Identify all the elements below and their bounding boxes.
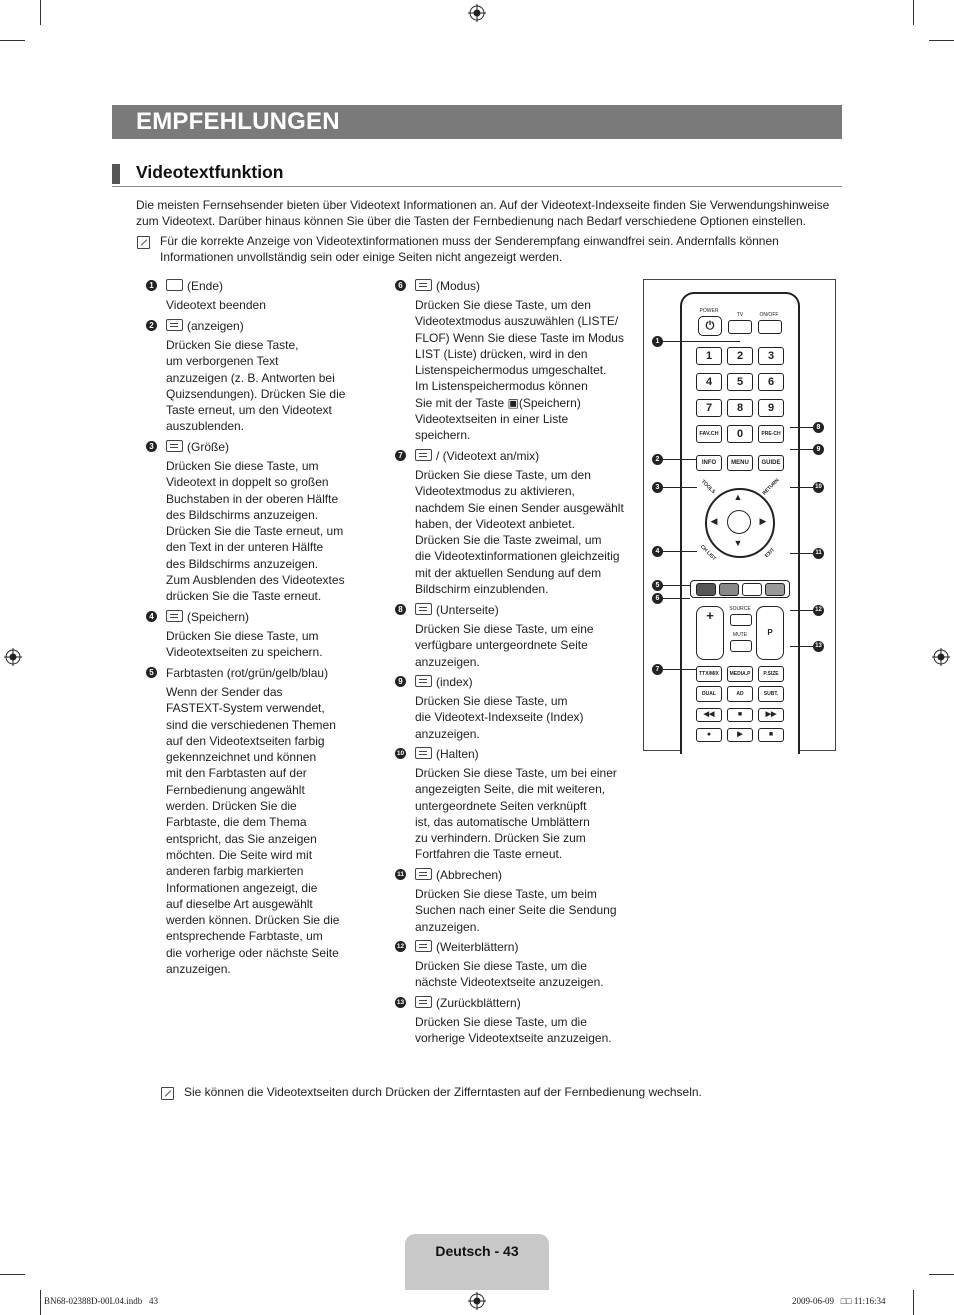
callout-line [663, 598, 690, 599]
digit-4-button[interactable]: 4 [696, 373, 722, 391]
item-title [415, 602, 499, 618]
print-date: 2009-06-09 □□ 11:16:34 [792, 1296, 886, 1306]
source-button[interactable] [730, 614, 752, 626]
digit-7-button[interactable]: 7 [696, 399, 722, 417]
red-button[interactable] [696, 583, 716, 596]
item-title [415, 674, 473, 690]
teletext-key-icon [415, 868, 432, 880]
callout-line [790, 449, 813, 450]
teletext-key-icon [415, 996, 432, 1008]
callout-badge: 13 [813, 641, 824, 652]
subt-button[interactable]: SUBT. [758, 686, 784, 702]
teletext-key-icon [166, 279, 183, 291]
item-number-badge: 8 [395, 604, 406, 615]
item-number-badge: 3 [146, 441, 157, 452]
chapter-title: EMPFEHLUNGEN [136, 108, 340, 135]
source-label: SOURCE [729, 606, 751, 612]
info-button[interactable]: INFO [696, 455, 722, 471]
onoff-button[interactable] [758, 320, 782, 334]
callout-line [790, 646, 813, 647]
tv-label: TV [736, 312, 744, 318]
callout-badge: 10 [813, 482, 824, 493]
callout-line [790, 487, 813, 488]
return-label: RETURN [761, 477, 781, 497]
item-title-text: (Speichern) [187, 610, 250, 624]
item-title-text: (Halten) [436, 747, 479, 761]
item-title-text: (Weiterblättern) [436, 940, 519, 954]
right-arrow-icon[interactable]: ▶ [759, 516, 767, 526]
item-description: Drücken Sie diese Taste, um den Videotextmodus zu aktivieren, nachdem Sie einen Sender ausgewählt haben, der Videotext anbietet. Drücken Sie die Taste zweimal, um die Videotextinformationen gleichzeitig mit der aktuellen Sendung auf dem Bildschirm einzublenden. [415, 468, 624, 597]
item-number-badge: 4 [146, 611, 157, 622]
item-description: Drücken Sie diese Taste, um Videotextseiten zu speichern. [166, 629, 323, 660]
fast-forward-button[interactable]: ▶▶ [758, 708, 784, 722]
onoff-label: ON/OFF [759, 312, 779, 318]
item-description: Drücken Sie diese Taste, um den Videotextmodus auszuwählen (LISTE/ FLOF) Wenn Sie diese Taste im Modus LIST (Liste) drücken, wird in den Listenspeichermodus umgeschaltet. Im Listenspeichermodus können Sie mit der Taste ▣(Speichern) Videotextseiten in einer Liste speichern. [415, 298, 624, 443]
callout-line [663, 551, 697, 552]
item-number-badge: 11 [395, 869, 406, 880]
teletext-key-icon [415, 279, 432, 291]
chapter-header-bar [112, 105, 842, 139]
callout-badge: 4 [652, 546, 663, 557]
teletext-key-icon [415, 603, 432, 615]
blue-button[interactable] [765, 583, 785, 596]
item-title [166, 609, 249, 625]
callout-badge: 9 [813, 444, 824, 455]
teletext-key-icon [166, 610, 183, 622]
bottom-note-text: Sie können die Videotextseiten durch Drücken der Zifferntasten auf der Fernbedienung wechseln. [184, 1085, 702, 1099]
section-marker [112, 164, 120, 184]
digit-2-button[interactable]: 2 [727, 347, 753, 365]
item-title-text: (index) [436, 675, 473, 689]
registration-mark-left [4, 648, 22, 666]
callout-badge: 12 [813, 605, 824, 616]
item-description: Drücken Sie diese Taste, um beim Suchen nach einer Seite die Sendung anzuzeigen. [415, 887, 617, 934]
dual-button[interactable]: DUAL [696, 686, 722, 702]
registration-mark-right [932, 648, 950, 666]
item-title [166, 278, 223, 294]
item-number-badge: 13 [396, 999, 405, 1006]
volume-rocker[interactable]: + [696, 606, 724, 660]
item-number-badge: 12 [396, 943, 405, 950]
item-title-text: (Ende) [187, 279, 224, 293]
page-number-tab [405, 1234, 549, 1290]
item-number-badge: 7 [395, 450, 406, 461]
item-title [415, 867, 502, 883]
item-description: Drücken Sie diese Taste, um die nächste Videotextseite anzuzeigen. [415, 959, 604, 990]
registration-mark-bottom [468, 1292, 486, 1310]
mute-label: MUTE [732, 632, 748, 638]
chlist-label: CH LIST [698, 543, 717, 562]
callout-badge: 6 [652, 593, 663, 604]
ttx-mix-button[interactable]: TTX/MIX [696, 666, 722, 682]
item-number-badge: 9 [395, 676, 406, 687]
teletext-key-icon [166, 319, 183, 331]
callout-badge: 8 [813, 422, 824, 433]
item-title [415, 448, 539, 464]
item-title [166, 665, 328, 681]
mute-button[interactable] [730, 640, 752, 652]
left-arrow-icon[interactable]: ◀ [710, 516, 718, 526]
digit-1-button[interactable]: 1 [696, 347, 722, 365]
item-title [415, 278, 480, 294]
down-arrow-icon[interactable]: ▼ [733, 538, 743, 548]
item-title-text: (Unterseite) [436, 603, 499, 617]
digit-6-button[interactable]: 6 [758, 373, 784, 391]
item-title [166, 318, 244, 334]
play-button[interactable]: ▶ [727, 728, 753, 742]
callout-badge: 2 [652, 454, 663, 465]
yellow-button[interactable] [742, 583, 762, 596]
teletext-key-icon [415, 449, 432, 461]
item-number-badge: 5 [146, 667, 157, 678]
item-title [415, 995, 521, 1011]
digit-3-button[interactable]: 3 [758, 347, 784, 365]
item-description: Wenn der Sender das FASTEXT-System verwendet, sind die verschiedenen Themen auf den Videotextseiten farbig gekennzeichnet und können mit den Farbtasten auf der Fernbedienung angewählt werden. Drücken Sie die Farbtaste, die dem Thema entspricht, das Sie anzeigen möchten. Die Seite wird mit anderen farbig markierten Informationen angezeigt, die auf dieselbe Art ausgewählt werden können. Drücken Sie die entsprechende Farbtaste, um die vorherige oder nächste Seite anzuzeigen. [166, 685, 340, 977]
item-title-text: (Größe) [187, 440, 229, 454]
callout-line [663, 669, 697, 670]
callout-line [663, 341, 740, 342]
callout-line [790, 553, 813, 554]
item-title-text: (Zurückblättern) [436, 996, 521, 1010]
rewind-button[interactable]: ◀◀ [696, 708, 722, 722]
teletext-key-icon [166, 440, 183, 452]
power-button[interactable]: ⏻ [698, 316, 722, 336]
item-title-text: / (Videotext an/mix) [436, 449, 540, 463]
stop-button[interactable]: ■ [727, 708, 753, 722]
item-number-badge: 6 [395, 280, 406, 291]
fav-ch-button[interactable]: FAV.CH [696, 425, 722, 443]
green-button[interactable] [719, 583, 739, 596]
digit-9-button[interactable]: 9 [758, 399, 784, 417]
section-title: Videotextfunktion [136, 162, 284, 182]
callout-badge: 1 [652, 336, 663, 347]
callout-badge: 7 [652, 664, 663, 675]
guide-button[interactable]: GUIDE [758, 455, 784, 471]
item-title [415, 939, 518, 955]
item-description: Drücken Sie diese Taste, um eine verfügbare untergeordnete Seite anzuzeigen. [415, 622, 594, 669]
registration-mark-top [468, 4, 486, 22]
ad-button[interactable]: AD [727, 686, 753, 702]
note-text: Für die korrekte Anzeige von Videotextinformationen muss der Senderempfang einwandfrei sein. Andernfalls können Informationen unvollständig sein oder einige Seiten nicht angezeigt werden. [160, 234, 779, 265]
intro-paragraph: Die meisten Fernsehsender bieten über Videotext Informationen an. Auf der Videotext-Indexseite finden Sie Verwendungshinweise zum Videotext. Darüber hinaus können Sie über die Tasten der Fernbedienung nach Bedarf verschiedene Optionen einstellen. [136, 198, 830, 229]
item-title [166, 439, 229, 455]
item-description: Drücken Sie diese Taste, um bei einer angezeigten Seite, die mit weiteren, untergeordnete Seiten verknüpft ist, das automatische Umblättern zu verhindern. Drücken Sie zum Fortfahren die Taste erneut. [415, 766, 617, 862]
section-divider [112, 186, 842, 187]
callout-badge: 11 [813, 548, 824, 559]
up-arrow-icon[interactable]: ▲ [733, 492, 743, 502]
callout-line [663, 459, 697, 460]
record-button[interactable]: ● [696, 728, 722, 742]
callout-line [663, 585, 690, 586]
digit-0-button[interactable]: 0 [727, 425, 753, 443]
teletext-key-icon [415, 675, 432, 687]
item-number-badge: 1 [146, 280, 157, 291]
item-title-text: Farbtasten (rot/grün/gelb/blau) [166, 666, 329, 680]
callout-line [790, 427, 813, 428]
item-number-badge: 10 [396, 750, 405, 757]
item-title-text: (Modus) [436, 279, 481, 293]
note-icon [137, 236, 150, 249]
file-info: BN68-02388D-00L04.indb 43 [44, 1296, 158, 1306]
menu-button[interactable]: MENU [727, 455, 753, 471]
tools-label: TOOLS [699, 478, 717, 496]
teletext-key-icon [415, 940, 432, 952]
item-description: Drücken Sie diese Taste, um die Videotext-Indexseite (Index) anzuzeigen. [415, 694, 584, 741]
digit-8-button[interactable]: 8 [727, 399, 753, 417]
item-title-text: (anzeigen) [187, 319, 244, 333]
remote-control [680, 292, 800, 754]
callout-line [790, 610, 813, 611]
item-title-text: (Abbrechen) [436, 868, 503, 882]
tv-button[interactable] [728, 320, 752, 334]
item-number-badge: 2 [146, 320, 157, 331]
page-number: Deutsch - 43 [435, 1243, 519, 1259]
callout-badge: 3 [652, 482, 663, 493]
teletext-key-icon [415, 747, 432, 759]
callout-badge: 5 [652, 580, 663, 591]
p-size-button[interactable]: P.SIZE [758, 666, 784, 682]
enter-button[interactable] [727, 510, 751, 534]
item-title [415, 746, 479, 762]
media-p-button[interactable]: MEDIA.P [727, 666, 753, 682]
power-label: POWER [699, 308, 719, 314]
note-icon [161, 1087, 174, 1100]
item-description: Drücken Sie diese Taste, um Videotext in doppelt so großen Buchstaben in der oberen Hälfte des Bildschirms anzuzeigen. Drücken Sie die Taste erneut, um den Text in der unteren Hälfte des Bildschirms anzuzeigen. Zum Ausblenden des Videotextes drücken Sie die Taste erneut. [166, 459, 345, 604]
callout-line [663, 487, 697, 488]
exit-label: EXIT [763, 546, 777, 560]
item-description: Drücken Sie diese Taste, um verborgenen Text anzuzeigen (z. B. Antworten bei Quizsendungen). Drücken Sie die Taste erneut, um den Videotext auszublenden. [166, 338, 346, 434]
pre-ch-button[interactable]: PRE-CH [758, 425, 784, 443]
channel-rocker[interactable]: P [756, 606, 784, 660]
digit-5-button[interactable]: 5 [727, 373, 753, 391]
pause-button[interactable]: ■ [758, 728, 784, 742]
item-description: Drücken Sie diese Taste, um die vorherige Videotextseite anzuzeigen. [415, 1015, 612, 1046]
item-description: Videotext beenden [166, 298, 266, 312]
